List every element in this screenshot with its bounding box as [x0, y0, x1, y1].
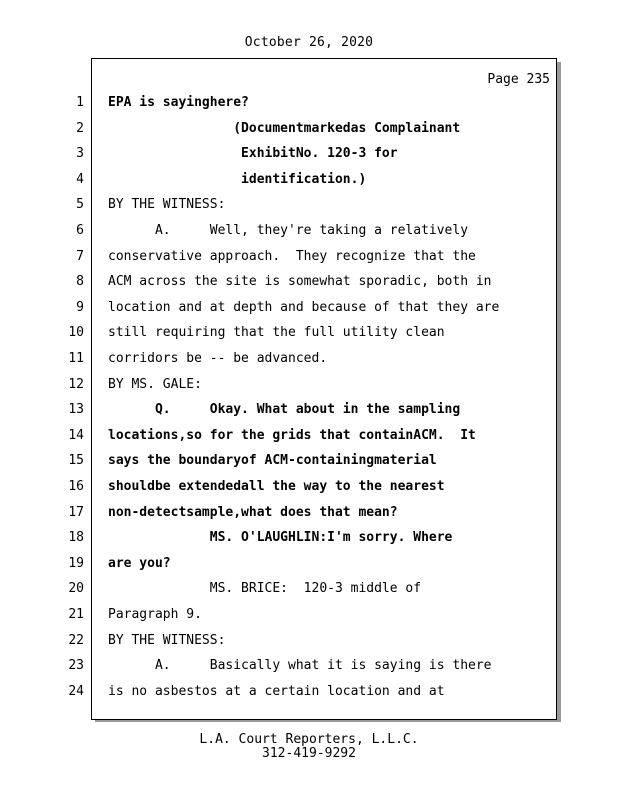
line-number: 13 — [68, 402, 84, 417]
page-number: Page 235 — [487, 72, 550, 87]
transcript-line: still requiring that the full utility clean — [108, 325, 445, 340]
transcript-line: locations,so for the grids that containACM. It — [108, 428, 476, 443]
transcript-line: is no asbestos at a certain location and at — [108, 684, 445, 699]
transcript-line: location and at depth and because of that they are — [108, 300, 500, 315]
line-number: 1 — [76, 95, 84, 110]
line-number: 22 — [68, 633, 84, 648]
transcript-line: ACM across the site is somewhat sporadic, both in — [108, 274, 492, 289]
line-number: 19 — [68, 556, 84, 571]
transcript-line: are you? — [108, 556, 171, 571]
line-number: 23 — [68, 658, 84, 673]
line-number: 15 — [68, 453, 84, 468]
court-reporter-name: L.A. Court Reporters, L.L.C. — [199, 732, 419, 747]
transcript-line: BY THE WITNESS: — [108, 197, 226, 212]
transcript-line: MS. O'LAUGHLIN:I'm sorry. Where — [108, 530, 453, 545]
transcript-line: (Documentmarkedas Complainant — [108, 121, 461, 136]
transcript-line: MS. BRICE: 120-3 middle of — [108, 581, 422, 596]
transcript-line: conservative approach. They recognize that the — [108, 249, 476, 264]
transcript-line: A. Well, they're taking a relatively — [108, 223, 469, 238]
transcript-line: says the boundaryof ACM-containingmaterial — [108, 453, 437, 468]
transcript-line: non-detectsample,what does that mean? — [108, 505, 398, 520]
line-number: 12 — [68, 377, 84, 392]
transcript-line: shouldbe extendedall the way to the nearest — [108, 479, 445, 494]
court-reporter-phone: 312-419-9292 — [262, 746, 356, 761]
line-number: 16 — [68, 479, 84, 494]
line-number: 11 — [68, 351, 84, 366]
line-number: 18 — [68, 530, 84, 545]
transcript-line: BY THE WITNESS: — [108, 633, 226, 648]
line-number: 24 — [68, 684, 84, 699]
transcript-line: A. Basically what it is saying is there — [108, 658, 492, 673]
line-number: 7 — [76, 249, 84, 264]
transcript-line: EPA is sayinghere? — [108, 95, 249, 110]
transcript-line: Paragraph 9. — [108, 607, 202, 622]
line-number: 2 — [76, 121, 84, 136]
transcript-line: Q. Okay. What about in the sampling — [108, 402, 461, 417]
line-number: 6 — [76, 223, 84, 238]
line-number: 20 — [68, 581, 84, 596]
line-number: 10 — [68, 325, 84, 340]
line-number: 8 — [76, 274, 84, 289]
transcript-date: October 26, 2020 — [244, 35, 374, 50]
transcript-line: identification.) — [108, 172, 367, 187]
line-number: 3 — [76, 146, 84, 161]
transcript-line: ExhibitNo. 120-3 for — [108, 146, 398, 161]
line-number: 4 — [76, 172, 84, 187]
transcript-line: BY MS. GALE: — [108, 377, 202, 392]
line-number: 5 — [76, 197, 84, 212]
footer — [0, 733, 618, 761]
line-number: 14 — [68, 428, 84, 443]
line-number: 17 — [68, 505, 84, 520]
transcript-line: corridors be -- be advanced. — [108, 351, 328, 366]
line-number: 21 — [68, 607, 84, 622]
line-number: 9 — [76, 300, 84, 315]
